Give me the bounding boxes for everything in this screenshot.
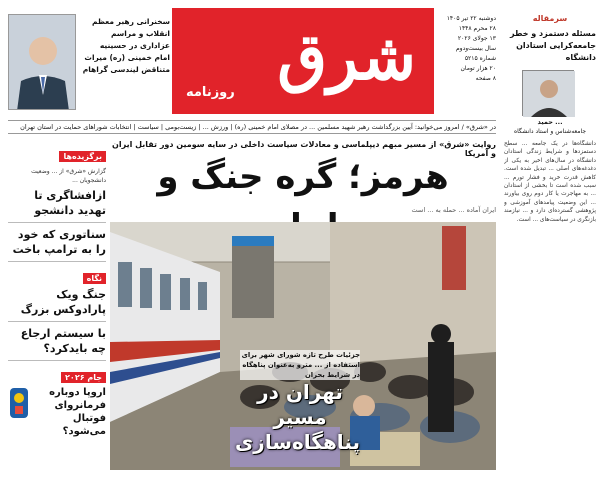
lead-kicker: روایت «شرق» از مسیر مبهم دیپلماسی و معادلات سیاست داخلی در سایه سومین دور تقابل ایران و آمریکا [112, 140, 496, 158]
highlights-column [8, 140, 106, 476]
world-cup-logo-icon [8, 386, 30, 420]
highlights-kicker: برگزیده‌ها [8, 144, 106, 163]
masthead-logo: شرق [277, 20, 416, 95]
headline-ticker[interactable]: در «شرق» / امروز می‌خوانید: آیین بزرگداشت رهبر شهید مسلمین ... در مصلای امام خمینی (ره) | ورزش ... | زیست‌بومی | سیاست | انتخابات شوراهای حمایت در استان تهران [8, 120, 496, 134]
date-line: دوشنبه ۲۲ تیر ۱۴۰۵ [446, 15, 496, 22]
politician-photo [8, 14, 76, 110]
author-photo [522, 70, 574, 116]
story-title[interactable]: با سیستم ارجاع چه بایدکرد؟ [20, 327, 106, 355]
date-line: ۸ صفحه [475, 75, 496, 82]
lead-byline: ایران آماده ... حمله به ... است [411, 206, 496, 214]
world-cup-item [8, 386, 106, 438]
date-line: شماره ۵۲۱۵ [464, 55, 496, 62]
editorial-kicker: سرمقاله [532, 14, 568, 23]
divider [8, 360, 106, 361]
photo-headline[interactable]: تهران در مسیر پناهگاه‌سازی [234, 380, 360, 454]
author-role: جامعه‌شناس و استاد دانشگاه [513, 128, 587, 135]
story-title[interactable]: ازافشاگری تا تهدید دانشجو [34, 189, 106, 217]
date-line: ۱۳ جولای ۲۰۲۶ [457, 35, 496, 42]
date-line: ۲۸ محرم ۱۴۴۸ [458, 25, 496, 32]
section-kicker: نگاه [8, 266, 106, 285]
divider [8, 222, 106, 223]
date-info [438, 14, 496, 104]
divider [8, 261, 106, 262]
editorial-column [500, 0, 600, 480]
date-line: ۲۰ هزار تومان [460, 65, 496, 72]
author-name: حمید ... [537, 118, 563, 126]
lead-headline[interactable]: هرمز؛ گره جنگ و [157, 157, 449, 197]
story-title[interactable]: جنگ ویک پارادوکس بزرگ [20, 288, 106, 316]
divider [8, 321, 106, 322]
masthead [172, 8, 434, 114]
editorial-body: دانشگاه‌ها در یک جامعه ... سطح دستمزدها و شرایط زندگی استادان دانشگاه در سال‌های اخیر به یکی از دغدغه‌های اصلی ... تبدیل شده است. کاهش قدرت خرید و فشار تورم ... سبب شده است تا بخشی از استادان ... به مهاجرت یا کار دوم روی بیاورند ... این وضعیت پیامدهای آموزشی و پژوهشی گسترده‌ای دارد و ... نیازمند بازنگری در سیاست‌های ... است. [504, 141, 596, 223]
section-kicker: جام ۲۰۲۶ [8, 365, 106, 384]
highlights-intro: گزارش «شرق» از ... وضعیت دانشجویان ... [31, 168, 106, 184]
story-title[interactable]: اروپا دوباره فرمانروای فوتبال می‌شود؟ [49, 387, 106, 437]
photo-kicker: جزئیات طرح تازه شورای شهر برای استفاده از ... مترو به‌عنوان پناهگاه در شرایط بحران [241, 351, 360, 379]
top-story-text[interactable]: سخنرانی رهبر معظم انقلاب و مراسم عزاداری در حسینیه امام خمینی (ره) میراث متناقض لیندسی گراهام [82, 17, 170, 74]
story-title[interactable]: سناتوری که خود را به ترامپ باخت [12, 228, 106, 256]
date-line: سال بیست‌ودوم [455, 45, 496, 52]
editorial-title[interactable]: مسئله دستمزد و خطر جامعه‌کرایی استادان دانشگاه [509, 29, 596, 62]
masthead-subtitle: روزنامه [186, 85, 235, 100]
